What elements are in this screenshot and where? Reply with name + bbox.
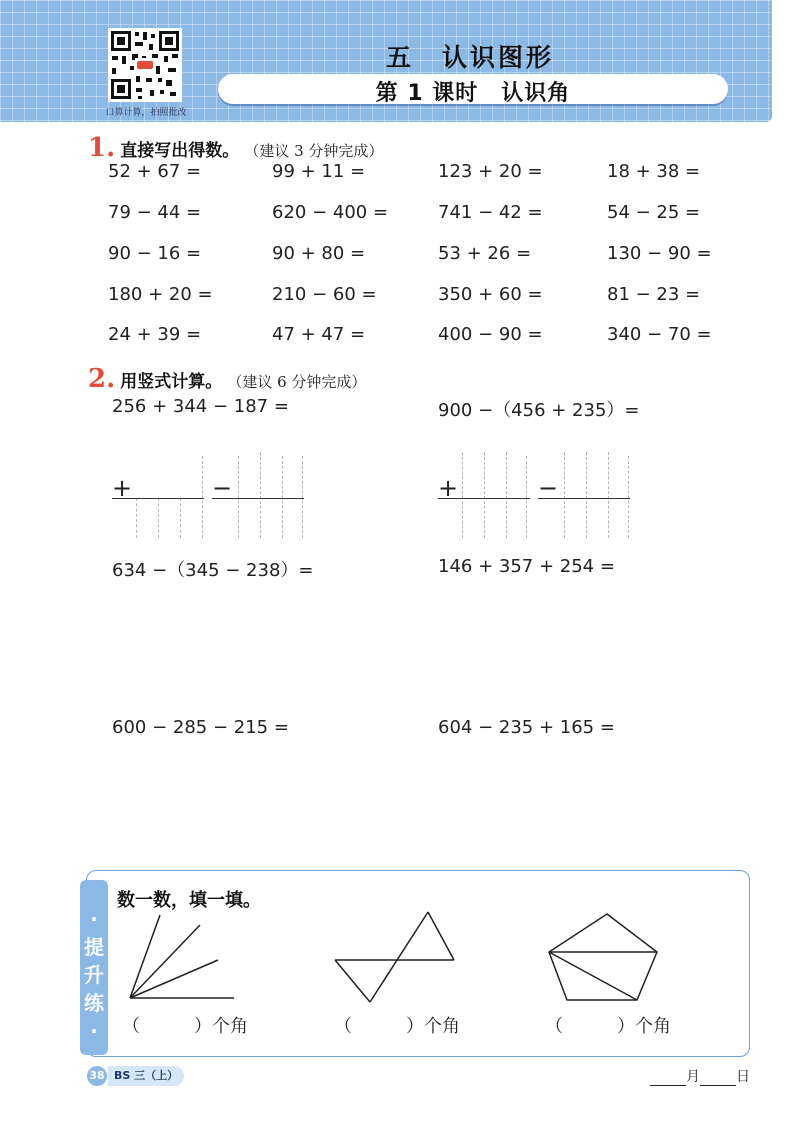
oral-problem: 79 − 44 = — [108, 202, 202, 223]
vertical-problem: 256 + 344 − 187 = — [112, 396, 289, 417]
vertical-problem: 604 − 235 + 165 = — [438, 717, 615, 738]
page-number: 38 — [87, 1066, 107, 1086]
section-title: 直接写出得数。 — [120, 141, 240, 161]
practice-tab-label: · 提 升 练 · — [84, 907, 104, 1043]
oral-problem: 210 − 60 = — [272, 284, 377, 305]
month-label: 月 — [686, 1069, 700, 1085]
month-blank[interactable] — [650, 1071, 686, 1086]
section-hint: （建议 3 分钟完成） — [244, 142, 384, 160]
qr-code[interactable] — [108, 28, 182, 102]
answer-blank[interactable]: （ ）个角 — [334, 1016, 460, 1037]
oral-problem: 340 − 70 = — [607, 324, 712, 345]
date-fill[interactable] — [650, 1066, 750, 1086]
angle-figure-rays — [120, 910, 245, 1005]
minus-sign: − — [538, 474, 559, 502]
oral-problem: 741 − 42 = — [438, 202, 543, 223]
vertical-problem: 146 + 357 + 254 = — [438, 556, 615, 577]
section-1-heading — [88, 133, 383, 163]
lesson-title: 第 1 课时 认识角 — [375, 81, 571, 106]
practice-title: 数一数，填一填。 — [117, 890, 261, 911]
qr-caption: 口算计算，拍照批改 — [105, 108, 187, 118]
unit-title: 五 认识图形 — [385, 43, 554, 72]
answer-blank[interactable]: （ ）个角 — [122, 1016, 248, 1037]
oral-problem: 53 + 26 = — [438, 243, 532, 264]
day-blank[interactable] — [700, 1071, 736, 1086]
day-label: 日 — [736, 1069, 750, 1085]
plus-sign: + — [438, 474, 459, 502]
answer-blank[interactable]: （ ）个角 — [545, 1016, 671, 1037]
angle-figure-pentagon — [545, 910, 665, 1005]
section-number: 1. — [88, 133, 116, 163]
oral-problem: 90 + 80 = — [272, 243, 366, 264]
oral-problem: 90 − 16 = — [108, 243, 202, 264]
section-hint: （建议 6 分钟完成） — [227, 373, 367, 391]
plus-sign: + — [112, 474, 133, 502]
minus-sign: − — [212, 474, 233, 502]
oral-problem: 620 − 400 = — [272, 202, 389, 223]
oral-problem: 54 − 25 = — [607, 202, 701, 223]
edition-label: BS 三（上） — [108, 1066, 184, 1086]
oral-problem: 52 + 67 = — [108, 161, 202, 182]
oral-problem: 47 + 47 = — [272, 324, 366, 345]
oral-problem: 81 − 23 = — [607, 284, 701, 305]
section-title: 用竖式计算。 — [120, 372, 223, 392]
oral-problem: 24 + 39 = — [108, 324, 202, 345]
vertical-problem: 634 −（345 − 238）= — [112, 560, 314, 581]
oral-problem: 180 + 20 = — [108, 284, 213, 305]
oral-problem: 400 − 90 = — [438, 324, 543, 345]
oral-problem: 350 + 60 = — [438, 284, 543, 305]
oral-problem: 18 + 38 = — [607, 161, 701, 182]
oral-problem: 99 + 11 = — [272, 161, 366, 182]
oral-problem: 130 − 90 = — [607, 243, 712, 264]
vertical-problem: 600 − 285 − 215 = — [112, 717, 289, 738]
section-number: 2. — [88, 364, 116, 394]
section-2-heading — [88, 364, 366, 394]
oral-problem: 123 + 20 = — [438, 161, 543, 182]
angle-figure-bowtie — [330, 908, 460, 1008]
vertical-problem: 900 −（456 + 235）= — [438, 400, 640, 421]
